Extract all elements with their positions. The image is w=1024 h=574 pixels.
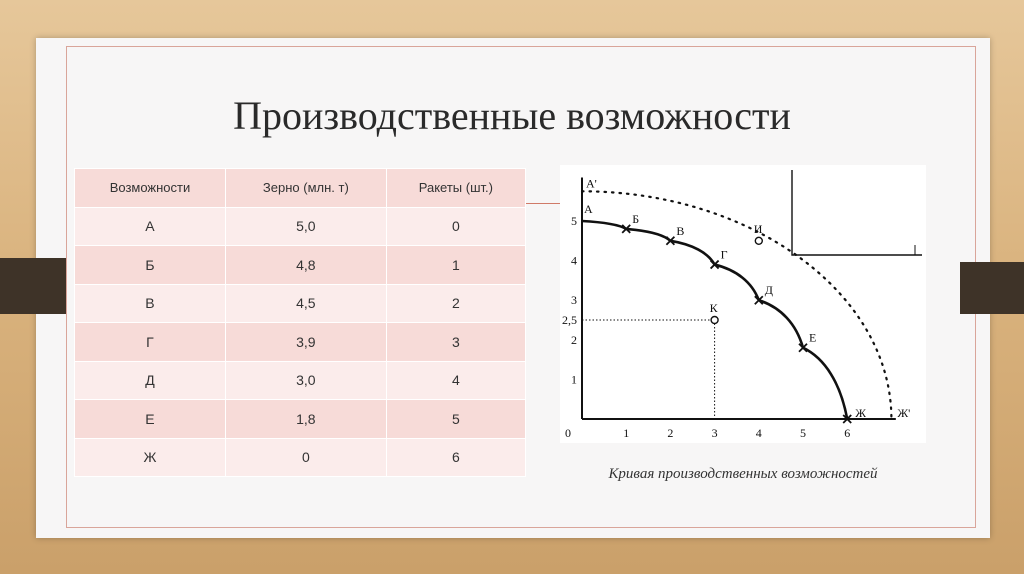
x-tick-label: 4 <box>755 426 762 440</box>
page-title: Производственные возможности <box>233 93 791 138</box>
table-cell: Е <box>75 400 226 439</box>
table-cell: 5 <box>386 400 525 439</box>
x-tick-label: 3 <box>711 426 718 440</box>
table-cell: В <box>75 284 226 323</box>
x-tick-label: 6 <box>844 426 851 440</box>
table-row <box>75 361 526 400</box>
table-row <box>75 400 526 439</box>
curve-point-label: Д <box>764 283 773 298</box>
x-tick-label: 2 <box>667 426 674 440</box>
accent-line <box>526 203 560 204</box>
curve-point-label: Е <box>809 330 817 345</box>
chart-caption: Кривая производственных возможностей <box>608 466 878 482</box>
curve-point-label: А <box>584 202 593 216</box>
y-tick-label: 2,5 <box>562 313 577 327</box>
left-tab-decoration <box>0 258 66 314</box>
table-row <box>75 284 526 323</box>
outer-curve-label: А' <box>586 176 597 191</box>
x-tick-label: 1 <box>623 426 630 440</box>
table-row <box>75 323 526 362</box>
curve-point-label: Г <box>720 247 728 262</box>
chart-container <box>560 165 926 443</box>
table-cell: Б <box>75 246 226 285</box>
table-header-cell: Ракеты (шт.) <box>386 169 525 208</box>
table-cell: Ж <box>75 438 226 477</box>
table-cell: А <box>75 207 226 246</box>
table-cell: 3 <box>386 323 525 362</box>
table-cell: 6 <box>386 438 525 477</box>
y-tick-label: 5 <box>571 214 577 228</box>
y-tick-label: 2 <box>571 332 577 347</box>
y-tick-label: 4 <box>571 253 577 268</box>
table-cell: 1,8 <box>225 400 386 439</box>
table-cell: 4 <box>386 361 525 400</box>
table-cell: 0 <box>225 438 386 477</box>
table-cell: 4,5 <box>225 284 386 323</box>
right-tab-decoration <box>960 262 1024 314</box>
table-header-row <box>75 169 526 208</box>
ppc-chart <box>560 165 926 443</box>
curve-point-label: Б <box>632 211 640 226</box>
table-row <box>75 207 526 246</box>
table-row <box>75 438 526 477</box>
extra-point-marker <box>755 237 762 244</box>
table-header-cell: Возможности <box>75 169 226 208</box>
table-cell: Г <box>75 323 226 362</box>
extra-point-label: К <box>709 301 718 315</box>
table-cell: 5,0 <box>225 207 386 246</box>
x-tick-label: 5 <box>800 426 806 440</box>
table-cell: Д <box>75 361 226 400</box>
table-row <box>75 246 526 285</box>
extra-point-marker <box>711 317 718 324</box>
inset-frame-lines <box>792 170 922 255</box>
table-cell: 3,0 <box>225 361 386 400</box>
outer-curve-label: Ж' <box>897 406 911 420</box>
table-cell: 4,8 <box>225 246 386 285</box>
possibilities-table <box>74 168 526 477</box>
curve-point-label: В <box>676 223 685 238</box>
x-tick-label: 0 <box>565 426 571 440</box>
table-header-cell: Зерно (млн. т) <box>225 169 386 208</box>
table-cell: 0 <box>386 207 525 246</box>
table-cell: 1 <box>386 246 525 285</box>
extra-point-label: И <box>753 221 763 236</box>
curve-point-label: Ж <box>855 406 866 420</box>
y-tick-label: 3 <box>571 293 577 308</box>
table-cell: 3,9 <box>225 323 386 362</box>
y-tick-label: 1 <box>571 372 577 387</box>
table-cell: 2 <box>386 284 525 323</box>
